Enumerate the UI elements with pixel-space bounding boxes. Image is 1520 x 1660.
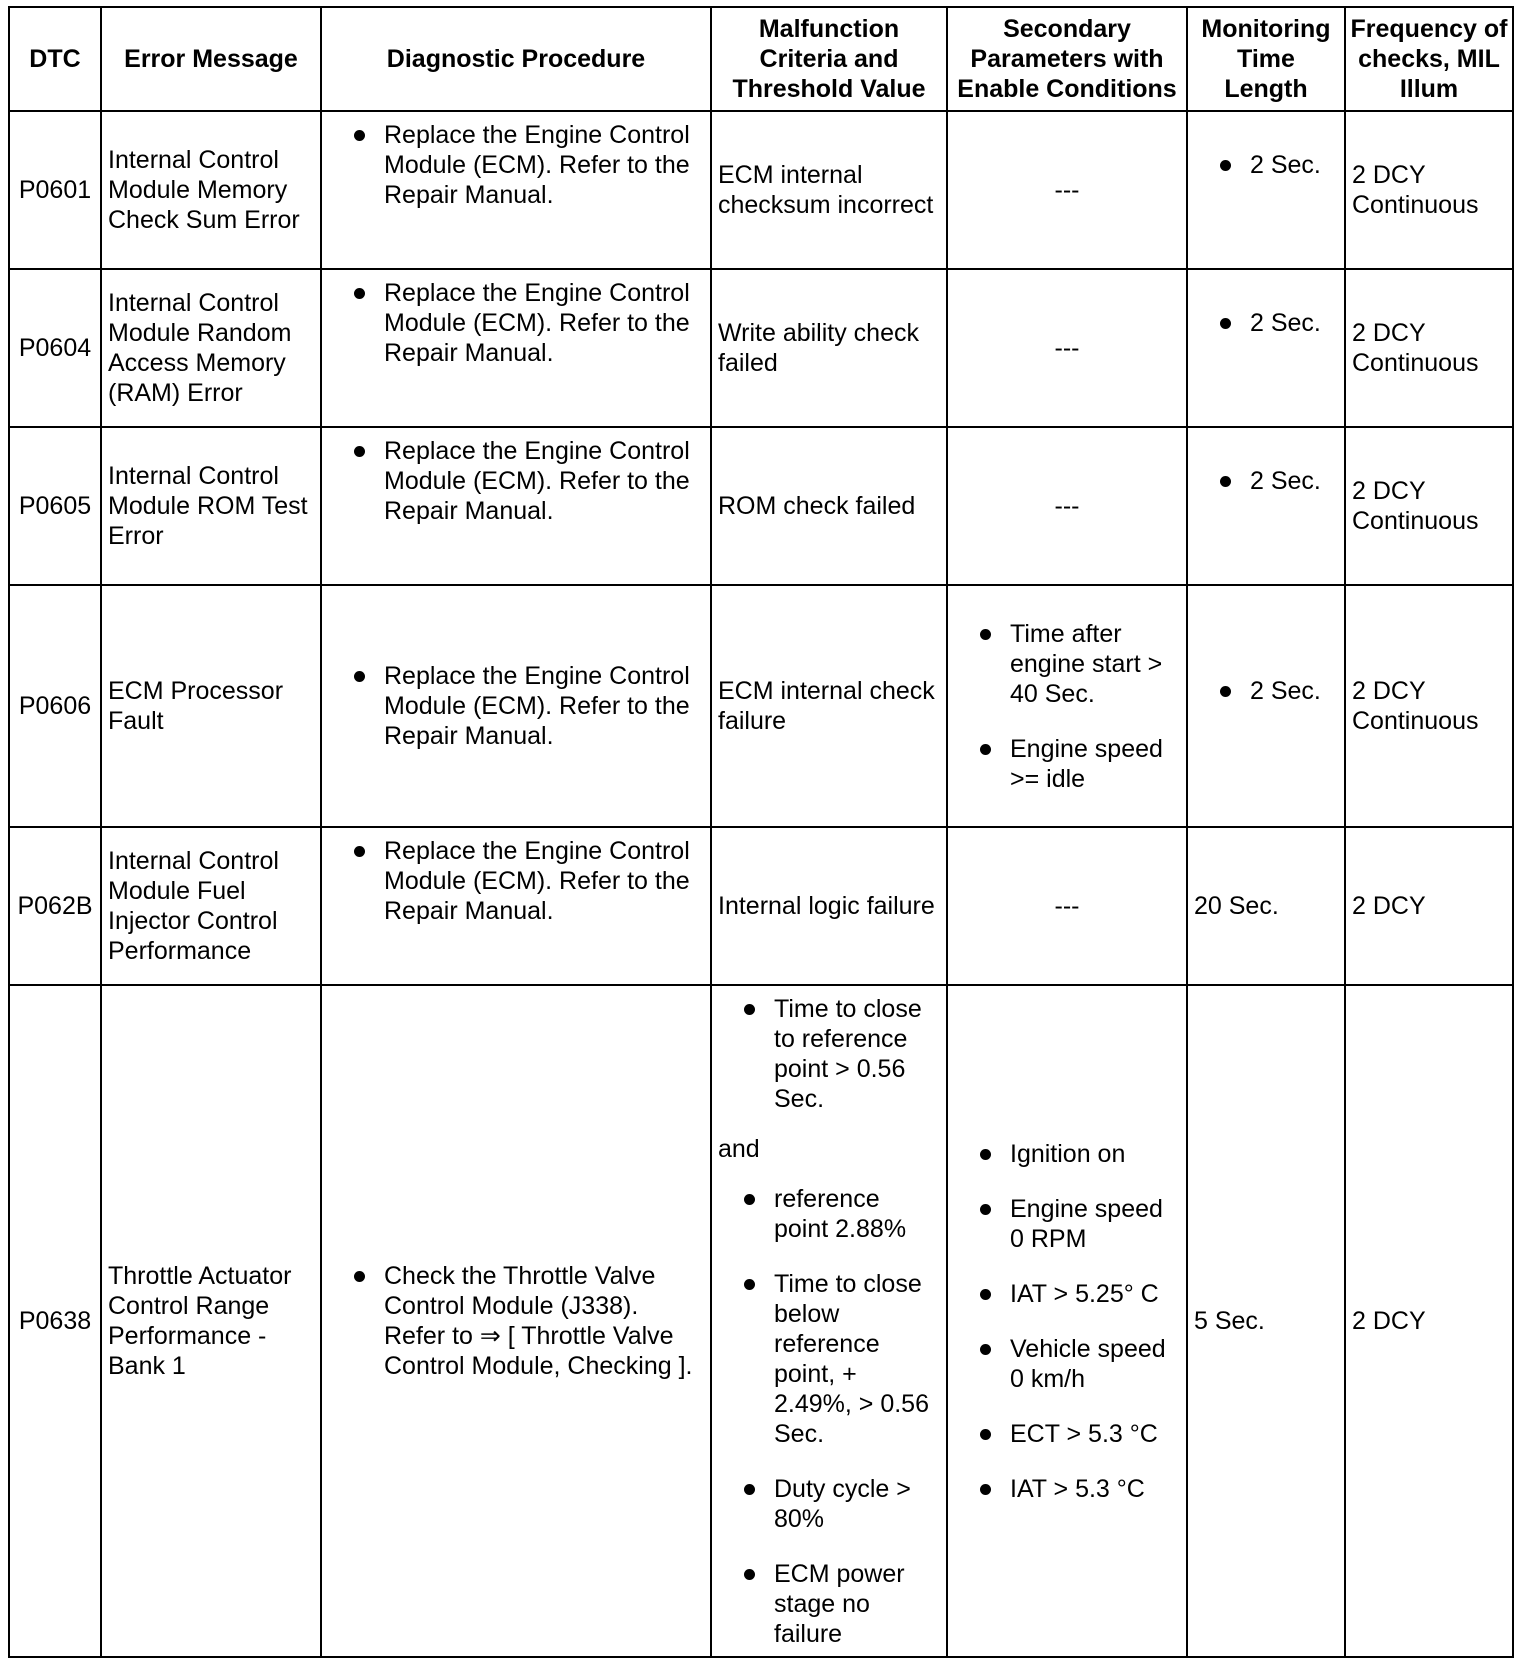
table-row bbox=[9, 585, 1513, 827]
header-error-message: Error Message bbox=[101, 7, 321, 111]
criteria-item: Duty cycle > 80% bbox=[718, 1474, 940, 1534]
procedure-item: Replace the Engine Control Module (ECM). Refer to the Repair Manual. bbox=[328, 836, 704, 926]
secondary-parameters: --- bbox=[947, 269, 1187, 427]
secondary-item: Engine speed 0 RPM bbox=[954, 1194, 1180, 1254]
error-message: Internal Control Module ROM Test Error bbox=[101, 427, 321, 585]
header-secondary-parameters: Secondary Parameters with Enable Conditions bbox=[947, 7, 1187, 111]
secondary-parameters: --- bbox=[947, 111, 1187, 269]
secondary-parameters: --- bbox=[947, 827, 1187, 985]
diagnostic-procedure bbox=[321, 111, 711, 269]
diagnostic-procedure bbox=[321, 269, 711, 427]
frequency: 2 DCY Continuous bbox=[1345, 585, 1513, 827]
dtc-code: P0604 bbox=[9, 269, 101, 427]
procedure-item: Replace the Engine Control Module (ECM). Refer to the Repair Manual. bbox=[328, 278, 704, 368]
dtc-code: P0601 bbox=[9, 111, 101, 269]
malfunction-criteria: ECM internal check failure bbox=[711, 585, 947, 827]
header-frequency: Frequency of checks, MIL Illum bbox=[1345, 7, 1513, 111]
monitoring-time bbox=[1187, 111, 1345, 269]
frequency: 2 DCY bbox=[1345, 827, 1513, 985]
secondary-item: Engine speed >= idle bbox=[954, 734, 1180, 794]
dtc-code: P0605 bbox=[9, 427, 101, 585]
secondary-item: Time after engine start > 40 Sec. bbox=[954, 619, 1180, 709]
monitoring-time bbox=[1187, 427, 1345, 585]
malfunction-criteria: Internal logic failure bbox=[711, 827, 947, 985]
secondary-item: IAT > 5.25° C bbox=[954, 1279, 1180, 1309]
malfunction-criteria bbox=[711, 985, 947, 1657]
monitoring-time: 20 Sec. bbox=[1187, 827, 1345, 985]
monitoring-item: 2 Sec. bbox=[1194, 308, 1338, 338]
header-monitoring-time: Monitoring Time Length bbox=[1187, 7, 1345, 111]
malfunction-criteria: ROM check failed bbox=[711, 427, 947, 585]
criteria-item: Time to close below reference point, + 2.49%, > 0.56 Sec. bbox=[718, 1269, 940, 1449]
header-diagnostic-procedure: Diagnostic Procedure bbox=[321, 7, 711, 111]
procedure-item: Check the Throttle Valve Control Module (J338). Refer to ⇒ [ Throttle Valve Control Module, Checking ]. bbox=[328, 1261, 704, 1381]
criteria-item: Time to close to reference point > 0.56 Sec. bbox=[718, 994, 940, 1114]
table-row bbox=[9, 985, 1513, 1657]
criteria-item: reference point 2.88% bbox=[718, 1184, 940, 1244]
secondary-parameters bbox=[947, 985, 1187, 1657]
procedure-item: Replace the Engine Control Module (ECM). Refer to the Repair Manual. bbox=[328, 436, 704, 526]
diagnostic-procedure bbox=[321, 827, 711, 985]
frequency: 2 DCY Continuous bbox=[1345, 111, 1513, 269]
diagnostic-procedure bbox=[321, 427, 711, 585]
header-dtc: DTC bbox=[9, 7, 101, 111]
criteria-item: ECM power stage no failure bbox=[718, 1559, 940, 1649]
table-row bbox=[9, 827, 1513, 985]
error-message: Internal Control Module Memory Check Sum Error bbox=[101, 111, 321, 269]
secondary-item: ECT > 5.3 °C bbox=[954, 1419, 1180, 1449]
header-malfunction-criteria: Malfunction Criteria and Threshold Value bbox=[711, 7, 947, 111]
error-message: ECM Processor Fault bbox=[101, 585, 321, 827]
monitoring-item: 2 Sec. bbox=[1194, 150, 1338, 180]
secondary-item: Ignition on bbox=[954, 1139, 1180, 1169]
monitoring-item: 2 Sec. bbox=[1194, 466, 1338, 496]
monitoring-time bbox=[1187, 269, 1345, 427]
procedure-item: Replace the Engine Control Module (ECM). Refer to the Repair Manual. bbox=[328, 661, 704, 751]
frequency: 2 DCY bbox=[1345, 985, 1513, 1657]
secondary-item: IAT > 5.3 °C bbox=[954, 1474, 1180, 1504]
malfunction-criteria: Write ability check failed bbox=[711, 269, 947, 427]
monitoring-time: 5 Sec. bbox=[1187, 985, 1345, 1657]
diagnostic-procedure bbox=[321, 985, 711, 1657]
dtc-code: P062B bbox=[9, 827, 101, 985]
error-message: Internal Control Module Fuel Injector Control Performance bbox=[101, 827, 321, 985]
frequency: 2 DCY Continuous bbox=[1345, 269, 1513, 427]
dtc-code: P0606 bbox=[9, 585, 101, 827]
secondary-item: Vehicle speed 0 km/h bbox=[954, 1334, 1180, 1394]
secondary-parameters bbox=[947, 585, 1187, 827]
diagnostic-procedure bbox=[321, 585, 711, 827]
dtc-table bbox=[8, 6, 1514, 1658]
table-row bbox=[9, 111, 1513, 269]
malfunction-criteria: ECM internal checksum incorrect bbox=[711, 111, 947, 269]
monitoring-item: 2 Sec. bbox=[1194, 676, 1338, 706]
frequency: 2 DCY Continuous bbox=[1345, 427, 1513, 585]
header-row bbox=[9, 7, 1513, 111]
error-message: Throttle Actuator Control Range Performance - Bank 1 bbox=[101, 985, 321, 1657]
dtc-code: P0638 bbox=[9, 985, 101, 1657]
table-row bbox=[9, 269, 1513, 427]
monitoring-time bbox=[1187, 585, 1345, 827]
procedure-item: Replace the Engine Control Module (ECM). Refer to the Repair Manual. bbox=[328, 120, 704, 210]
secondary-parameters: --- bbox=[947, 427, 1187, 585]
criteria-conjunction: and bbox=[718, 1134, 760, 1163]
table-row bbox=[9, 427, 1513, 585]
error-message: Internal Control Module Random Access Memory (RAM) Error bbox=[101, 269, 321, 427]
